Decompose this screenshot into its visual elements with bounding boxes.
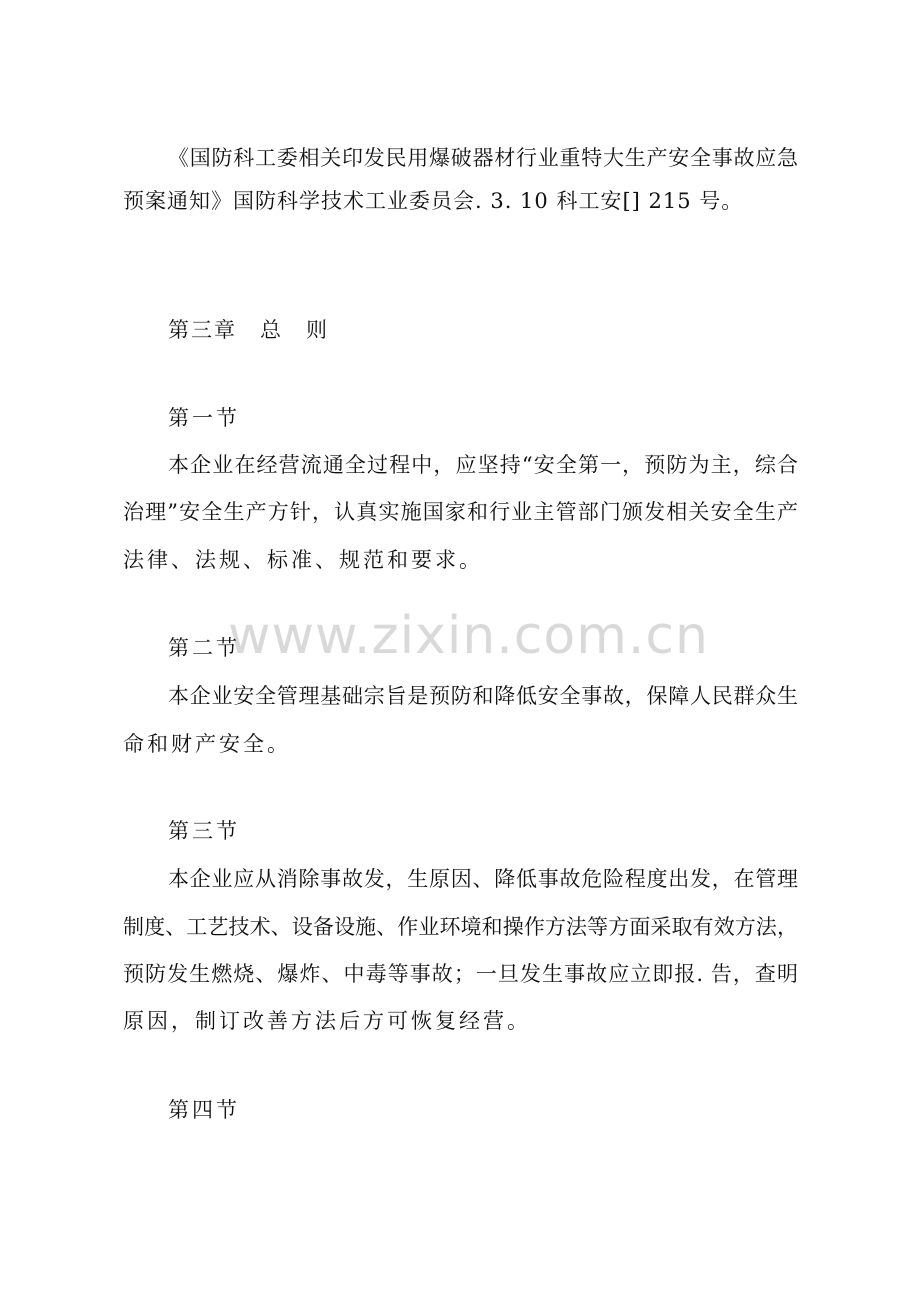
section-1-line-1: 本企业在经营流通全过程中，应坚持“安全第一，预防为主，综合 <box>168 453 798 477</box>
section-1-line-2: 治理”安全生产方针，认真实施国家和行业主管部门颁发相关安全生产 <box>123 500 798 524</box>
section-3-line-1: 本企业应从消除事故发，生原因、降低事故危险程度出发，在管理 <box>168 867 798 891</box>
section-1-line-3: 法律、法规、标准、规范和要求。 <box>123 548 483 572</box>
section-heading-3: 第三节 <box>168 819 240 843</box>
reference-line-1: 《国防科工委相关印发民用爆破器材行业重特大生产安全事故应急 <box>168 146 798 170</box>
section-3-line-2: 制度、工艺技术、设备设施、作业环境和操作方法等方面采取有效方法， <box>123 915 798 939</box>
section-3-line-3: 预防发生燃烧、爆炸、中毒等事故；一旦发生事故应立即报. 告，查明 <box>123 962 798 986</box>
reference-line-2: 预案通知》国防科学技术工业委员会. 3. 10 科工安[] 215 号。 <box>123 189 744 213</box>
section-3-line-4: 原因，制订改善方法后方可恢复经营。 <box>123 1009 531 1033</box>
section-2-line-2: 命和财产安全。 <box>123 732 291 756</box>
watermark: www.zixin.com.cn <box>228 606 709 666</box>
section-heading-1: 第一节 <box>168 406 240 430</box>
section-heading-2: 第二节 <box>168 636 240 660</box>
section-heading-4: 第四节 <box>168 1098 240 1122</box>
section-2-line-1: 本企业安全管理基础宗旨是预防和降低安全事故，保障人民群众生 <box>168 684 798 708</box>
chapter-title: 第三章 总 则 <box>168 318 329 342</box>
